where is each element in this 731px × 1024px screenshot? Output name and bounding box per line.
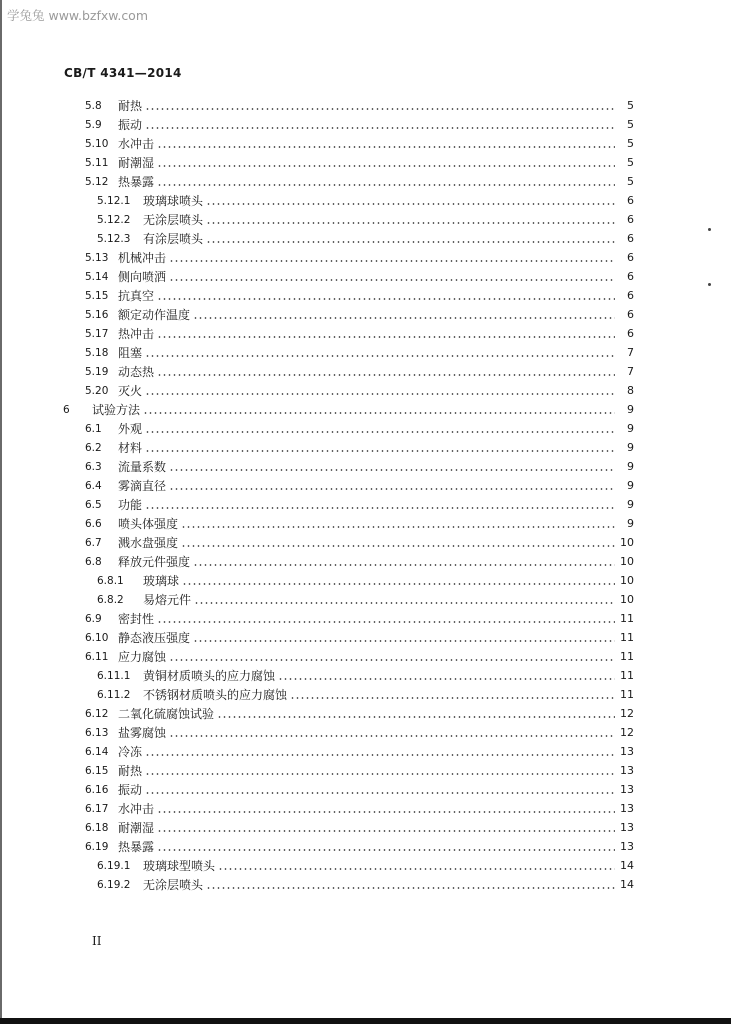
toc-entry-page: 5 [627,175,634,188]
toc-entry-title: 冷冻 [118,745,143,759]
toc-dot-leader [206,203,615,205]
toc-entry [85,246,634,265]
toc-entry-page: 14 [620,859,634,872]
toc-entry-page: 9 [627,498,634,511]
toc-entry-page: 13 [620,802,634,815]
toc-entry-page: 11 [620,669,634,682]
toc-entry-page: 6 [627,289,634,302]
toc-dot-leader [145,507,615,509]
toc-dot-leader [181,526,615,528]
toc-entry-number: 6.3 [85,461,102,473]
toc-entry-number: 6.14 [85,746,109,758]
toc-dot-leader [145,431,615,433]
toc-entry [85,835,634,854]
toc-entry-number: 6.11.2 [97,689,131,701]
toc-dot-leader [157,849,615,851]
toc-entry-number: 5.16 [85,309,109,321]
toc-entry-number: 6.12 [85,708,109,720]
toc-dot-leader [218,868,615,870]
toc-entry [85,284,634,303]
toc-entry-number: 6.4 [85,480,102,492]
toc-entry-page: 8 [627,384,634,397]
toc-dot-leader [145,108,615,110]
toc-dot-leader [145,355,615,357]
toc-entry-title: 额定动作温度 [118,308,191,322]
toc-entry-page: 6 [627,251,634,264]
toc-entry-number: 5.20 [85,385,109,397]
toc-entry-number: 5.19 [85,366,109,378]
toc-entry-page: 7 [627,365,634,378]
toc-entry [85,360,634,379]
toc-dot-leader [206,241,615,243]
toc-entry-page: 7 [627,346,634,359]
toc-entry [97,683,634,702]
toc-entry [85,626,634,645]
toc-entry-page: 6 [627,232,634,245]
toc-entry-title: 外观 [118,422,143,436]
toc-entry-page: 11 [620,688,634,701]
toc-dot-leader [145,792,615,794]
page-number: II [92,934,102,948]
toc-entry-title: 阻塞 [118,346,143,360]
toc-entry-title: 热暴露 [118,175,155,189]
toc-entry-title: 密封性 [118,612,155,626]
toc-dot-leader [157,374,615,376]
toc-dot-leader [169,488,615,490]
toc-entry-number: 6.19.1 [97,860,131,872]
toc-entry-page: 10 [620,574,634,587]
toc-entry [85,322,634,341]
toc-entry-number: 5.8 [85,100,102,112]
toc-dot-leader [193,640,615,642]
toc-entry-title: 玻璃球型喷头 [143,859,216,873]
toc-dot-leader [145,773,615,775]
toc-entry-page: 11 [620,612,634,625]
toc-entry-title: 静态液压强度 [118,631,191,645]
toc-entry-page: 13 [620,840,634,853]
toc-dot-leader [157,146,615,148]
toc-entry-page: 9 [627,422,634,435]
toc-entry-title: 振动 [118,118,143,132]
toc-dot-leader [194,602,615,604]
toc-entry-number: 5.14 [85,271,109,283]
toc-dot-leader [157,184,615,186]
toc-dot-leader [157,830,615,832]
toc-entry-title: 易熔元件 [143,593,192,607]
toc-entry [97,208,634,227]
toc-entry-title: 热冲击 [118,327,155,341]
toc-entry-number: 6.5 [85,499,102,511]
toc-entry-title: 二氧化硫腐蚀试验 [118,707,215,721]
toc-entry-number: 5.18 [85,347,109,359]
toc-dot-leader [157,165,615,167]
toc-dot-leader [157,621,615,623]
toc-entry [85,151,634,170]
toc-entry-title: 材料 [118,441,143,455]
toc-entry-title: 试验方法 [92,403,141,417]
toc-entry [85,379,634,398]
toc-entry [85,113,634,132]
toc-entry [97,588,634,607]
toc-entry-page: 6 [627,308,634,321]
toc-entry-number: 5.11 [85,157,109,169]
toc-entry-page: 13 [620,764,634,777]
scan-speck [708,283,711,286]
toc-entry-number: 6.1 [85,423,102,435]
toc-entry [85,170,634,189]
toc-entry [85,341,634,360]
toc-entry-title: 动态热 [118,365,155,379]
toc-entry [85,740,634,759]
toc-entry-page: 5 [627,118,634,131]
toc-entry [85,550,634,569]
toc-entry-title: 玻璃球喷头 [143,194,204,208]
toc-dot-leader [157,336,615,338]
toc-entry-page: 6 [627,194,634,207]
toc-entry-number: 6.7 [85,537,102,549]
toc-dot-leader [145,754,615,756]
toc-dot-leader [182,583,615,585]
toc-entry-number: 5.17 [85,328,109,340]
toc-dot-leader [145,393,615,395]
toc-entry-title: 抗真空 [118,289,155,303]
toc-dot-leader [169,260,615,262]
toc-dot-leader [206,887,615,889]
toc-entry-title: 喷头体强度 [118,517,179,531]
toc-entry-number: 5.12 [85,176,109,188]
toc-dot-leader [169,659,615,661]
toc-entry [97,873,634,892]
toc-entry-title: 黄铜材质喷头的应力腐蚀 [143,669,276,683]
toc-entry-page: 10 [620,555,634,568]
toc-dot-leader [217,716,615,718]
toc-dot-leader [145,450,615,452]
toc-dot-leader [157,298,615,300]
toc-entry [85,303,634,322]
toc-entry-title: 热暴露 [118,840,155,854]
toc-dot-leader [290,697,615,699]
toc-entry-number: 6.19 [85,841,109,853]
toc-entry-number: 6.11 [85,651,109,663]
toc-entry-number: 5.15 [85,290,109,302]
toc-entry-title: 盐雾腐蚀 [118,726,167,740]
toc-entry-title: 耐热 [118,99,143,113]
toc-entry-number: 5.9 [85,119,102,131]
toc-entry [97,189,634,208]
toc-entry-title: 玻璃球 [143,574,180,588]
toc-entry-title: 水冲击 [118,137,155,151]
toc-entry [85,531,634,550]
toc-entry-number: 6.15 [85,765,109,777]
toc-entry-page: 6 [627,327,634,340]
toc-entry-title: 不锈钢材质喷头的应力腐蚀 [143,688,288,702]
toc-entry-title: 水冲击 [118,802,155,816]
toc-entry-number: 6.8 [85,556,102,568]
toc-entry [85,702,634,721]
toc-dot-leader [278,678,615,680]
toc-entry [97,569,634,588]
toc-dot-leader [145,127,615,129]
toc-entry [85,417,634,436]
toc-entry-number: 5.12.2 [97,214,131,226]
toc-entry [63,398,634,417]
toc-entry-page: 13 [620,745,634,758]
toc-entry-number: 6.10 [85,632,109,644]
toc-dot-leader [206,222,615,224]
toc-entry-page: 10 [620,536,634,549]
toc-entry-title: 雾滴直径 [118,479,167,493]
toc-dot-leader [169,469,615,471]
toc-entry-page: 9 [627,479,634,492]
toc-entry-page: 14 [620,878,634,891]
toc-entry-title: 释放元件强度 [118,555,191,569]
toc-entry-page: 10 [620,593,634,606]
toc-entry-number: 6.8.2 [97,594,124,606]
toc-entry-page: 13 [620,821,634,834]
toc-dot-leader [193,564,615,566]
toc-entry-page: 12 [620,726,634,739]
scan-bottom-edge [0,1018,731,1024]
toc-entry-number: 6.9 [85,613,102,625]
toc-entry-title: 应力腐蚀 [118,650,167,664]
watermark: 学兔兔 www.bzfxw.com [7,8,149,23]
toc-entry-title: 灭火 [118,384,143,398]
toc-entry-title: 耐热 [118,764,143,778]
toc-entry-number: 5.13 [85,252,109,264]
toc-dot-leader [181,545,615,547]
toc-dot-leader [143,412,615,414]
toc-entry-number: 6.18 [85,822,109,834]
toc-entry [85,607,634,626]
toc-entry [97,664,634,683]
toc-entry [85,493,634,512]
toc-dot-leader [157,811,615,813]
toc-entry-page: 6 [627,270,634,283]
toc-entry-number: 6.11.1 [97,670,131,682]
toc-entry-page: 9 [627,517,634,530]
toc-entry-title: 无涂层喷头 [143,878,204,892]
toc-entry-page: 5 [627,137,634,150]
toc-entry [85,474,634,493]
toc-entry-number: 6.8.1 [97,575,124,587]
toc-entry [85,436,634,455]
toc-entry-title: 有涂层喷头 [143,232,204,246]
toc-entry-number: 6.6 [85,518,102,530]
toc-entry-number: 6.17 [85,803,109,815]
toc-entry [97,227,634,246]
toc-entry-title: 无涂层喷头 [143,213,204,227]
toc-entry-number: 5.12.3 [97,233,131,245]
toc-entry-page: 5 [627,99,634,112]
toc-entry-number: 6 [63,404,70,416]
scan-speck [708,228,711,231]
toc-entry-title: 溅水盘强度 [118,536,179,550]
toc-entry-page: 11 [620,631,634,644]
toc-entry [85,265,634,284]
toc-entry [85,721,634,740]
document-code: CB/T 4341—2014 [64,66,182,80]
toc-entry-title: 振动 [118,783,143,797]
toc-entry-title: 流量系数 [118,460,167,474]
toc-entry-page: 12 [620,707,634,720]
toc-entry-number: 5.10 [85,138,109,150]
toc-dot-leader [169,279,615,281]
toc-entry-number: 6.2 [85,442,102,454]
toc-entry-number: 6.13 [85,727,109,739]
toc-entry-number: 6.19.2 [97,879,131,891]
toc-entry-page: 13 [620,783,634,796]
toc-entry [85,94,634,113]
toc-entry-title: 耐潮湿 [118,821,155,835]
toc-entry [85,816,634,835]
toc-dot-leader [169,735,615,737]
toc-entry-page: 9 [627,441,634,454]
toc-entry [85,512,634,531]
toc-entry-page: 5 [627,156,634,169]
toc-entry-number: 5.12.1 [97,195,131,207]
toc-entry-page: 11 [620,650,634,663]
toc-entry [85,455,634,474]
toc-entry-page: 9 [627,403,634,416]
toc-entry-title: 侧向喷洒 [118,270,167,284]
toc-entry [85,759,634,778]
toc-dot-leader [193,317,615,319]
toc-entry-title: 功能 [118,498,143,512]
toc-entry [85,778,634,797]
toc-entry-page: 6 [627,213,634,226]
toc-entry-number: 6.16 [85,784,109,796]
table-of-contents [0,94,731,914]
toc-entry [85,797,634,816]
toc-entry [85,132,634,151]
toc-entry-title: 机械冲击 [118,251,167,265]
toc-entry [97,854,634,873]
toc-entry-page: 9 [627,460,634,473]
toc-entry [85,645,634,664]
toc-entry-title: 耐潮湿 [118,156,155,170]
